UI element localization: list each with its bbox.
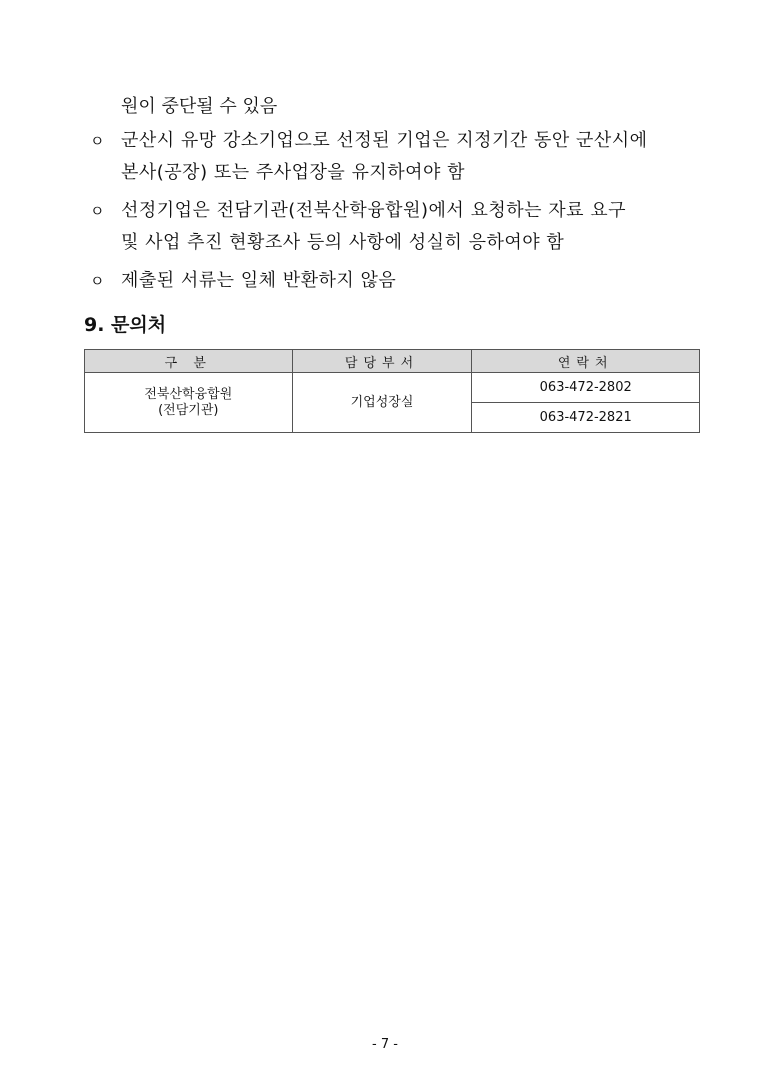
bullet-item [88,125,708,189]
bullet-marker: ㅇ [90,272,105,290]
section-heading: 9. 문의처 [84,314,167,336]
bullet-text: 군산시 유망 강소기업으로 선정된 기업은 지정기간 동안 군산시에 본사(공장) 또는 주사업장을 유지하여야 함 [121,130,648,183]
bullet-marker: ㅇ [90,202,105,220]
department-cell: 기업성장실 [292,373,472,433]
page-number: - 7 - [372,1037,398,1052]
contact-table [84,349,700,433]
continuation-line: 원이 중단될 수 있음 [121,96,278,117]
phone-cell: 063-472-2821 [472,403,700,433]
bullet-text: 제출된 서류는 일체 반환하지 않음 [121,270,397,291]
bullet-text: 선정기업은 전담기관(전북산학융합원)에서 요청하는 자료 요구 및 사업 추진 현황조사 등의 사항에 성실히 응하여야 함 [121,200,627,253]
phone-cell: 063-472-2802 [472,373,700,403]
bullet-item [88,195,708,259]
organization-cell [85,373,293,433]
organization-role: (전담기관) [158,402,219,418]
bullet-list [88,125,708,303]
header-department: 담당부서 [292,350,472,373]
header-category: 구 분 [85,350,293,373]
bullet-marker: ㅇ [90,132,105,150]
table-header-row [85,350,700,373]
organization-name: 전북산학융합원 [144,386,233,402]
table-row [85,373,700,403]
bullet-item [88,265,708,297]
header-contact: 연락처 [472,350,700,373]
